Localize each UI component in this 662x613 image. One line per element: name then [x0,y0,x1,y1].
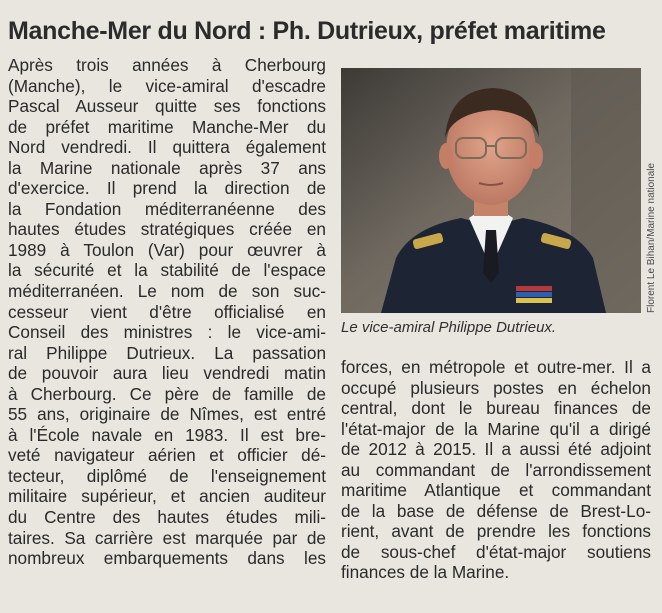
body-text-line: de la base de défense de Brest-Lo- [341,500,651,521]
body-text-line: hautes études stratégiques créée en [8,219,326,240]
body-text-line: de pouvoir aura lieu vendredi matin [8,363,326,384]
article-right-column [341,357,651,583]
body-text-line: nombreux embarquements dans les [8,548,326,569]
article-left-column [8,55,326,569]
body-text-line: taires. Sa carrière est marquée par de [8,527,326,548]
body-text-line: (Manche), le vice-amiral d'escadre [8,75,326,96]
portrait-illustration [341,68,641,313]
body-text-line: de 2012 à 2015. Il a aussi été adjoint [341,439,651,460]
body-text-line: au commandant de l'arrondissement [341,459,651,480]
body-text-line: à Cherbourg. Ce père de famille de [8,383,326,404]
body-text-line: militaire supérieur, et ancien auditeur [8,486,326,507]
body-text-line: à l'École navale en 1983. Il est bre- [8,424,326,445]
body-text-line: de préfet maritime Manche-Mer du [8,116,326,137]
body-text-line: la Fondation méditerranéenne des [8,198,326,219]
body-text-line: finances de la Marine. [341,562,510,583]
body-text-line: maritime Atlantique et commandant [341,480,651,501]
photo-caption: Le vice-amiral Philippe Dutrieux. [341,319,557,336]
body-text-line: cesseur vient d'être officialisé en [8,301,326,322]
article-headline: Manche-Mer du Nord : Ph. Dutrieux, préfet maritime [8,17,606,45]
body-text-line: de sous-chef d'état-major soutiens [341,541,651,562]
body-text-line: méditerranéen. Le nom de son suc- [8,281,326,302]
body-text-line: l'état-major de la Marine qu'il a dirigé [341,418,651,439]
body-text-line: la sécurité et la stabilité de l'espace [8,260,326,281]
body-text-line: forces, en métropole et outre-mer. Il a [341,357,651,377]
body-text-line: veté navigateur aérien et officier dé- [8,445,326,466]
body-text-line: Nord vendredi. Il quittera également [8,137,326,158]
body-text-line: ral Philippe Dutrieux. La passation [8,342,326,363]
body-text-line: Conseil des ministres : le vice-ami- [8,322,326,343]
body-text-line: d'exercice. Il prend la direction de [8,178,326,199]
portrait-photo [341,68,641,313]
body-text-line: Pascal Ausseur quitte ses fonctions [8,96,326,117]
photo-credit: Florent Le Bihan/Marine nationale [646,162,657,313]
body-text-line: rient, avant de prendre les fonctions [341,521,651,542]
body-text-line: central, dont le bureau finances de [341,398,651,419]
body-text-line: occupé plusieurs postes en échelon [341,377,651,398]
body-text-line: tecteur, diplômé de l'enseignement [8,465,326,486]
body-text-line: 1989 à Toulon (Var) pour œuvrer à [8,239,326,260]
body-text-line: 55 ans, originaire de Nîmes, est entré [8,404,326,425]
body-text-line: du Centre des hautes études mili- [8,507,326,528]
body-text-line: Après trois années à Cherbourg [8,55,326,75]
body-text-line: la Marine nationale après 37 ans [8,157,326,178]
